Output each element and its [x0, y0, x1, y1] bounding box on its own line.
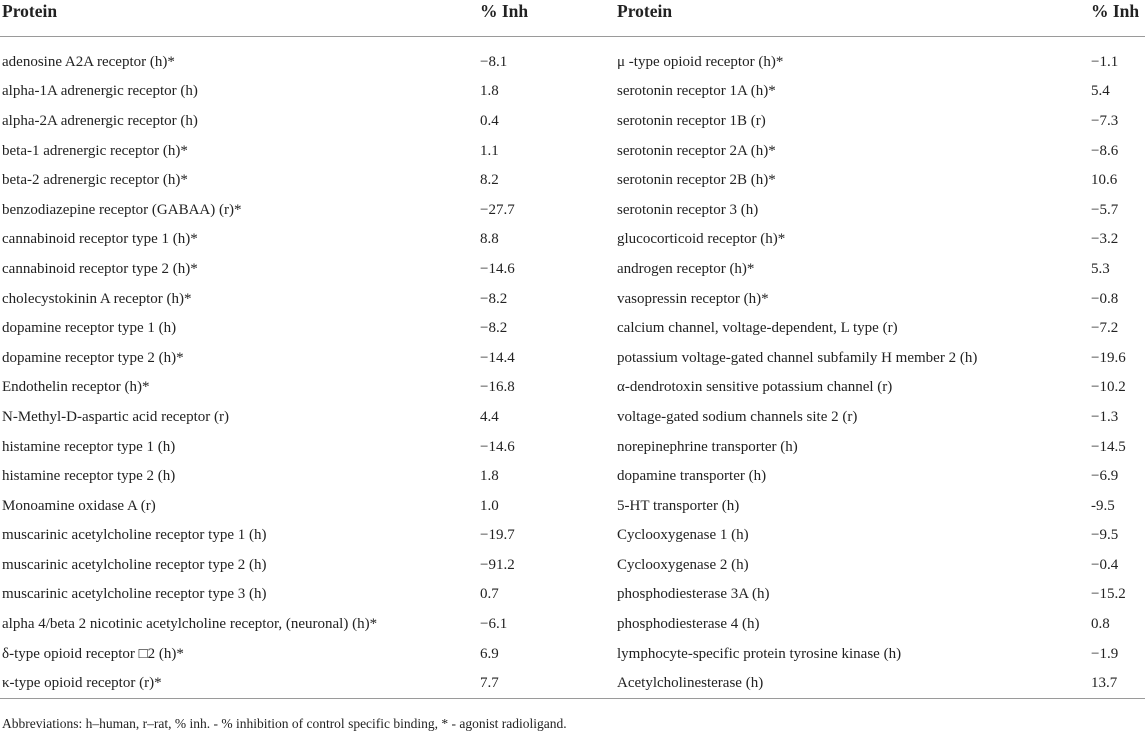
- table-row: [0, 136, 1145, 166]
- table-row: [0, 639, 1145, 669]
- inhibition-value-left: −14.6: [480, 438, 515, 455]
- inhibition-value-left: 1.8: [480, 83, 499, 100]
- protein-name-right: Acetylcholinesterase (h): [615, 668, 1089, 699]
- protein-name-right: serotonin receptor 1B (r): [617, 112, 766, 129]
- inhibition-value-right: 5.4: [1091, 83, 1110, 100]
- table-row: [0, 461, 1145, 491]
- protein-name-right: voltage-gated sodium channels site 2 (r): [617, 408, 858, 425]
- table-row: [0, 313, 1145, 343]
- inhibition-value-left: 1.0: [480, 497, 499, 514]
- inhibition-value-right: −15.2: [1091, 586, 1126, 603]
- inhibition-value-right: −7.3: [1091, 112, 1119, 129]
- protein-name-right: dopamine transporter (h): [617, 468, 767, 485]
- protein-name-left: muscarinic acetylcholine receptor type 1 (h): [2, 527, 267, 544]
- protein-name-right: Cyclooxygenase 2 (h): [617, 556, 749, 573]
- inhibition-value-left: 1.8: [480, 468, 499, 485]
- inhibition-value-right: −8.6: [1091, 142, 1119, 159]
- header-protein-right: Protein: [615, 0, 1089, 37]
- inhibition-value-right: −1.3: [1091, 408, 1119, 425]
- inhibition-value-left: −91.2: [480, 556, 515, 573]
- inhibition-value-right: 13.7: [1089, 668, 1145, 699]
- inhibition-value-right: 10.6: [1091, 172, 1118, 189]
- protein-name-right: vasopressin receptor (h)*: [617, 290, 769, 307]
- inhibition-value-left: −8.2: [480, 290, 508, 307]
- inhibition-value-left: −14.6: [480, 260, 515, 277]
- inhibition-value-right: −0.4: [1091, 556, 1119, 573]
- protein-name-right: serotonin receptor 2A (h)*: [617, 142, 776, 159]
- protein-name-right: Cyclooxygenase 1 (h): [617, 527, 749, 544]
- table-row: [0, 165, 1145, 195]
- inhibition-value-left: −8.2: [480, 320, 508, 337]
- inhibition-value-left: −16.8: [480, 379, 515, 396]
- protein-name-right: glucocorticoid receptor (h)*: [617, 231, 786, 248]
- protein-name-left: beta-2 adrenergic receptor (h)*: [2, 172, 188, 189]
- protein-name-left: benzodiazepine receptor (GABAA) (r)*: [2, 201, 242, 218]
- inhibition-value-left: −27.7: [480, 201, 515, 218]
- table-row: [0, 373, 1145, 403]
- protein-name-left: κ-type opioid receptor (r)*: [0, 668, 478, 699]
- protein-name-left: adenosine A2A receptor (h)*: [2, 53, 175, 70]
- inhibition-value-right: −14.5: [1091, 438, 1126, 455]
- inhibition-value-right: −0.8: [1091, 290, 1119, 307]
- protein-name-left: Monoamine oxidase A (r): [2, 497, 156, 514]
- table-row: [0, 106, 1145, 136]
- protein-name-right: lymphocyte-specific protein tyrosine kinase (h): [617, 645, 902, 662]
- table-row: [0, 254, 1145, 284]
- protein-name-left: dopamine receptor type 2 (h)*: [2, 349, 184, 366]
- protein-name-right: serotonin receptor 3 (h): [617, 201, 759, 218]
- protein-name-left: dopamine receptor type 1 (h): [2, 320, 177, 337]
- table-row: [0, 609, 1145, 639]
- protein-name-left: Endothelin receptor (h)*: [2, 379, 150, 396]
- inhibition-value-left: 1.1: [480, 142, 499, 159]
- protein-name-right: μ -type opioid receptor (h)*: [617, 53, 784, 70]
- protein-name-left: histamine receptor type 1 (h): [2, 438, 176, 455]
- protein-name-left: cannabinoid receptor type 1 (h)*: [2, 231, 198, 248]
- inhibition-value-right: −5.7: [1091, 201, 1119, 218]
- header-inh-left: % Inh: [478, 0, 615, 37]
- table-row: [0, 77, 1145, 107]
- table-row: [0, 668, 1145, 699]
- inhibition-value-left: 8.2: [480, 172, 499, 189]
- table-body: [0, 47, 1145, 699]
- protein-name-left: cannabinoid receptor type 2 (h)*: [2, 260, 198, 277]
- protein-name-right: 5-HT transporter (h): [617, 497, 740, 514]
- table-row: [0, 195, 1145, 225]
- inhibition-value-right: 0.8: [1091, 616, 1110, 633]
- header-inh-right: % Inh: [1089, 0, 1145, 37]
- inhibition-value-left: 4.4: [480, 408, 499, 425]
- protein-name-right: androgen receptor (h)*: [617, 260, 755, 277]
- inhibition-value-right: 5.3: [1091, 260, 1110, 277]
- inhibition-value-left: −8.1: [480, 53, 508, 70]
- protein-name-left: beta-1 adrenergic receptor (h)*: [2, 142, 188, 159]
- protein-name-right: phosphodiesterase 4 (h): [617, 616, 760, 633]
- table-header-row: [0, 0, 1145, 37]
- protein-name-right: calcium channel, voltage-dependent, L type (r): [617, 320, 898, 337]
- inhibition-value-right: −1.1: [1091, 53, 1119, 70]
- table-row: [0, 225, 1145, 255]
- inhibition-value-right: -9.5: [1091, 497, 1115, 514]
- inhibition-value-right: −1.9: [1091, 645, 1119, 662]
- protein-name-right: serotonin receptor 2B (h)*: [617, 172, 776, 189]
- protein-name-right: α-dendrotoxin sensitive potassium channel (r): [617, 379, 893, 396]
- inhibition-value-right: −3.2: [1091, 231, 1119, 248]
- inhibition-value-left: −19.7: [480, 527, 515, 544]
- table-row: [0, 402, 1145, 432]
- protein-name-left: alpha 4/beta 2 nicotinic acetylcholine receptor, (neuronal) (h)*: [2, 616, 378, 633]
- inhibition-value-left: 6.9: [480, 645, 499, 662]
- inhibition-value-left: 0.4: [480, 112, 499, 129]
- table-row: [0, 550, 1145, 580]
- inhibition-value-right: −9.5: [1091, 527, 1119, 544]
- protein-name-left: alpha-2A adrenergic receptor (h): [2, 112, 198, 129]
- protein-name-left: histamine receptor type 2 (h): [2, 468, 176, 485]
- header-protein-left: Protein: [0, 0, 478, 37]
- protein-name-left: alpha-1A adrenergic receptor (h): [2, 83, 198, 100]
- protein-name-left: δ-type opioid receptor □2 (h)*: [2, 645, 184, 662]
- table-row: [0, 491, 1145, 521]
- table-footnote: Abbreviations: h–human, r–rat, % inh. - % inhibition of control specific binding, * - agonist radioligand.: [2, 716, 567, 731]
- protein-name-right: phosphodiesterase 3A (h): [617, 586, 770, 603]
- protein-name-right: norepinephrine transporter (h): [617, 438, 798, 455]
- table-row: [0, 580, 1145, 610]
- inhibition-value-left: 8.8: [480, 231, 499, 248]
- protein-name-right: serotonin receptor 1A (h)*: [617, 83, 776, 100]
- inhibition-value-left: 0.7: [480, 586, 499, 603]
- protein-name-left: muscarinic acetylcholine receptor type 3 (h): [2, 586, 267, 603]
- protein-name-right: potassium voltage-gated channel subfamily H member 2 (h): [617, 349, 978, 366]
- inhibition-value-left: 7.7: [478, 668, 615, 699]
- inhibition-value-right: −6.9: [1091, 468, 1119, 485]
- table-row: [0, 432, 1145, 462]
- table-row: [0, 47, 1145, 77]
- inhibition-value-left: −14.4: [480, 349, 515, 366]
- protein-name-left: cholecystokinin A receptor (h)*: [2, 290, 192, 307]
- protein-name-left: N-Methyl-D-aspartic acid receptor (r): [2, 408, 229, 425]
- table-row: [0, 521, 1145, 551]
- table-row: [0, 343, 1145, 373]
- inhibition-value-left: −6.1: [480, 616, 508, 633]
- table-row: [0, 284, 1145, 314]
- inhibition-value-right: −7.2: [1091, 320, 1119, 337]
- inhibition-value-right: −10.2: [1091, 379, 1126, 396]
- protein-name-left: muscarinic acetylcholine receptor type 2 (h): [2, 556, 267, 573]
- inhibition-value-right: −19.6: [1091, 349, 1126, 366]
